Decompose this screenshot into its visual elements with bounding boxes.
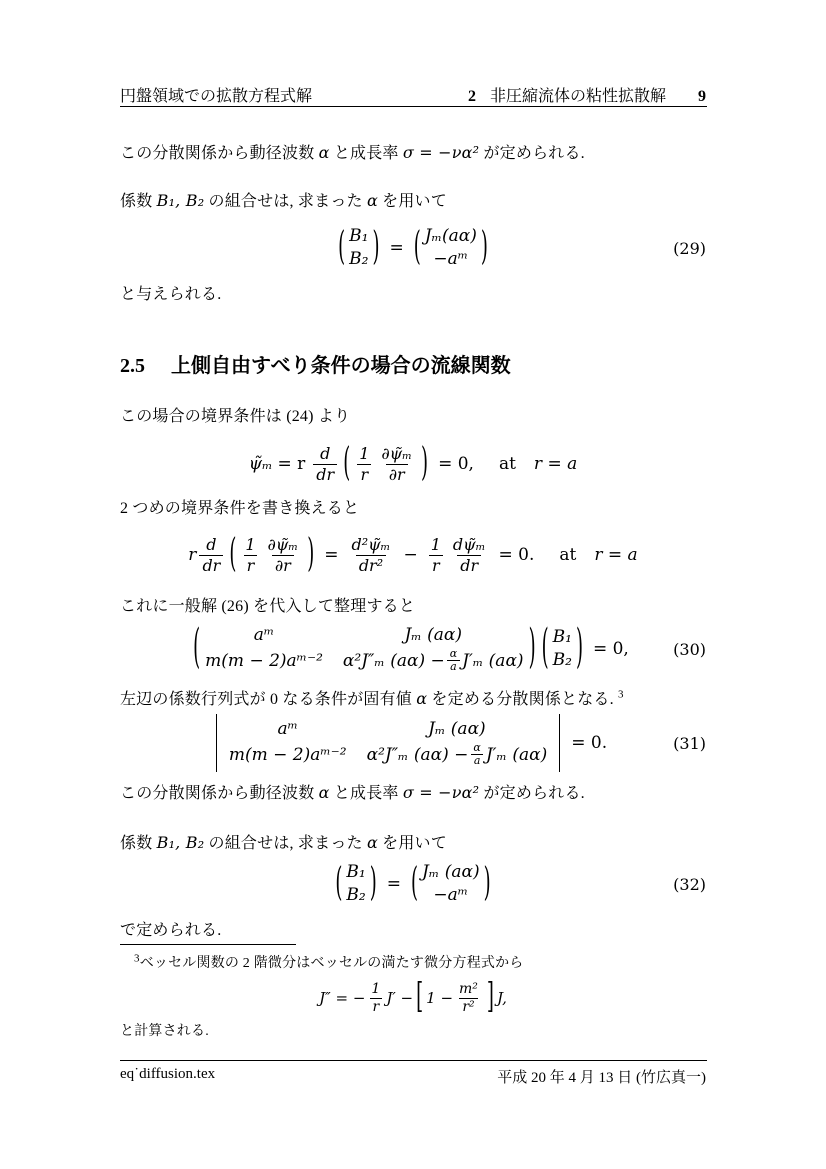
denominator: dr — [313, 464, 337, 484]
text-run: ベッセル関数の 2 階微分はベッセルの満たす微分方程式から — [139, 956, 524, 971]
numerator: 1 — [371, 980, 381, 997]
equals-sign: = — [389, 238, 404, 258]
fraction — [313, 444, 337, 483]
right-paren: ) — [483, 859, 491, 906]
math-inline: α — [416, 689, 428, 708]
denominator: a — [471, 754, 484, 767]
math-term: = 0, — [592, 639, 629, 659]
math-term: = r — [277, 454, 306, 474]
equation-29 — [120, 220, 706, 276]
header-section-title: 非圧縮流体の粘性拡散解 — [489, 88, 666, 105]
paragraph — [120, 142, 706, 164]
math-term: J′ − — [386, 989, 414, 1007]
fraction — [456, 981, 481, 1016]
right-bracket: ] — [486, 977, 494, 1017]
matrix — [205, 624, 523, 673]
vector-entry: Jₘ (aα) — [422, 862, 480, 883]
column-vector — [425, 225, 477, 271]
text-run: の組合せは, 求まった — [204, 193, 367, 210]
fraction — [199, 535, 223, 574]
math-term: = 0, — [438, 454, 474, 474]
math-inline: B₁, B₂ — [156, 191, 205, 210]
footer-rule — [120, 1060, 707, 1061]
paragraph — [120, 832, 706, 854]
math-term: α²J″ₘ (aα) − — [366, 744, 469, 765]
footnote-marker: 3 — [134, 952, 140, 965]
column-vector — [553, 626, 572, 672]
denominator: dr² — [356, 555, 386, 575]
section-title: 上側自由すべり条件の場合の流線関数 — [171, 355, 511, 377]
numerator: d²ψ̃ₘ — [351, 535, 391, 555]
denominator: r — [429, 555, 443, 575]
math-term: 1 − — [426, 989, 454, 1007]
equation-number: (29) — [673, 238, 706, 258]
fraction — [348, 535, 393, 574]
text-run: を用いて — [377, 193, 447, 210]
equation-boundary-1 — [120, 438, 706, 490]
paragraph: 2 つめの境界条件を書き換えると — [120, 500, 360, 517]
vector-entry: B₂ — [552, 650, 572, 670]
matrix — [229, 718, 547, 767]
math-inline: σ = −να² — [402, 783, 480, 802]
section-heading — [120, 349, 511, 378]
math-inline: B₁, B₂ — [156, 833, 205, 852]
left-paren: ( — [541, 620, 549, 675]
equation-30 — [120, 620, 706, 678]
text-run: この分散関係から動径波数 — [120, 145, 319, 162]
text-run: 係数 — [120, 835, 157, 852]
left-paren: ( — [413, 223, 421, 270]
fraction — [368, 981, 383, 1016]
paragraph — [120, 688, 706, 710]
right-paren: ) — [307, 530, 315, 577]
vector-entry: B₁ — [349, 226, 369, 247]
paragraph: この場合の境界条件は (24) より — [120, 408, 351, 425]
header-running-title: 円盤領域での拡散方程式解 — [120, 88, 313, 105]
left-paren: ( — [229, 530, 237, 577]
numerator: d — [320, 444, 331, 464]
numerator: 1 — [359, 444, 370, 464]
denominator: r — [370, 998, 383, 1016]
math-term: r = a — [594, 545, 638, 565]
matrix-cell: m(m − 2)aᵐ⁻² — [205, 650, 323, 671]
denominator: dr — [457, 555, 481, 575]
math-term: J′ₘ (aα) — [462, 650, 524, 671]
equation-boundary-2 — [120, 526, 706, 584]
math-term: J″ = − — [319, 989, 366, 1007]
header-right-group — [468, 83, 706, 106]
vector-entry: B₁ — [552, 627, 572, 648]
fraction — [450, 535, 489, 574]
paragraph: と与えられる. — [120, 286, 222, 303]
footnote-text — [120, 953, 706, 974]
small-fraction — [470, 742, 483, 767]
math-term: r = a — [533, 454, 578, 474]
numerator: dψ̃ₘ — [452, 535, 486, 555]
denominator: a — [447, 660, 460, 673]
math-inline: α — [318, 143, 330, 162]
text-run: 左辺の係数行列式が 0 なる条件が固有値 — [120, 691, 417, 708]
right-paren: ) — [421, 439, 429, 486]
left-paren: ( — [411, 859, 419, 906]
footer-filename: eq˙diffusion.tex — [120, 1066, 216, 1082]
matrix-cell: m(m − 2)aᵐ⁻² — [228, 744, 347, 765]
math-term: r — [188, 545, 197, 565]
equation-number: (32) — [673, 874, 706, 894]
math-inline: α — [366, 191, 378, 210]
matrix-cell: aᵐ — [253, 625, 275, 646]
at-label: at — [559, 545, 577, 565]
math-term: J′ₘ (aα) — [485, 744, 548, 765]
text-run: と成長率 — [329, 145, 403, 162]
vector-entry: B₂ — [346, 885, 366, 905]
minus-sign: − — [403, 545, 418, 565]
column-vector — [349, 225, 368, 271]
fraction — [428, 535, 444, 574]
vector-entry: Jₘ(aα) — [424, 226, 477, 247]
text-run: の組合せは, 求まった — [204, 835, 367, 852]
numerator: ∂ψ̃ₘ — [267, 535, 299, 555]
vector-entry: B₂ — [349, 249, 369, 269]
determinant — [216, 714, 560, 771]
text-run: を定める分散関係となる. — [427, 691, 614, 708]
math-term: ψ̃ₘ — [248, 454, 273, 474]
denominator: r — [244, 555, 258, 575]
fraction — [265, 535, 302, 574]
column-vector — [422, 861, 480, 907]
equation-31 — [120, 714, 706, 772]
math-term: J, — [496, 989, 507, 1007]
right-paren: ) — [528, 620, 536, 675]
numerator: d — [206, 535, 217, 555]
math-inline: α — [318, 783, 330, 802]
math-term: = 0. — [498, 545, 535, 565]
right-paren: ) — [369, 859, 377, 906]
denominator: r² — [459, 998, 477, 1016]
left-paren: ( — [338, 223, 346, 270]
text-run: 係数 — [120, 193, 157, 210]
equals-sign: = — [386, 874, 402, 894]
numerator: 1 — [245, 535, 256, 555]
footer-date-author: 平成 20 年 4 月 13 日 (竹広真一) — [497, 1070, 706, 1086]
equation-32 — [120, 856, 706, 912]
header-page-number: 9 — [698, 88, 706, 105]
text-run: が定められる. — [479, 785, 585, 802]
matrix-cell — [367, 742, 548, 767]
header-section-number: 2 — [467, 88, 476, 105]
math-inline: σ = −να² — [402, 143, 480, 162]
right-paren: ) — [575, 620, 583, 675]
small-fraction — [447, 648, 460, 673]
equation-number: (31) — [673, 733, 706, 753]
column-vector — [346, 861, 365, 907]
paragraph — [120, 190, 706, 212]
page-footer — [120, 1066, 706, 1087]
fraction — [378, 444, 415, 483]
page-header — [120, 83, 706, 106]
footnote-rule — [120, 944, 296, 945]
footnote-text-end: と計算される. — [120, 1024, 209, 1039]
matrix-cell: aᵐ — [277, 719, 298, 740]
text-run: を用いて — [377, 835, 447, 852]
header-rule — [120, 106, 707, 107]
fraction — [356, 444, 372, 483]
numerator: m² — [459, 980, 478, 997]
denominator: r — [357, 464, 371, 484]
section-number: 2.5 — [120, 355, 145, 377]
math-inline: α — [366, 833, 378, 852]
denominator: ∂r — [272, 555, 294, 575]
paragraph: これに一般解 (26) を代入して整理すると — [120, 598, 416, 615]
vector-entry: −aᵐ — [433, 249, 469, 269]
left-paren: ( — [343, 439, 351, 486]
equals-sign: = — [324, 545, 339, 565]
fraction — [242, 535, 258, 574]
left-paren: ( — [193, 620, 201, 675]
text-run: が定められる. — [479, 145, 585, 162]
right-paren: ) — [372, 223, 380, 270]
text-run: と成長率 — [329, 785, 403, 802]
matrix-cell: Jₘ (aα) — [404, 625, 462, 646]
vector-entry: −aᵐ — [433, 885, 469, 905]
left-paren: ( — [335, 859, 343, 906]
right-paren: ) — [480, 223, 488, 270]
footnote-reference: 3 — [618, 688, 624, 701]
math-term: α²J″ₘ (aα) − — [342, 650, 445, 671]
vector-entry: B₁ — [346, 862, 366, 883]
at-label: at — [498, 454, 516, 474]
denominator: ∂r — [386, 464, 408, 484]
math-term: = 0. — [571, 733, 608, 753]
paragraph: で定められる. — [120, 922, 222, 939]
text-run: この分散関係から動径波数 — [120, 785, 319, 802]
paragraph — [120, 782, 706, 804]
equation-number: (30) — [673, 639, 706, 659]
numerator: 1 — [430, 535, 441, 555]
left-bracket: [ — [416, 977, 424, 1017]
matrix-cell — [343, 648, 524, 673]
numerator: α — [473, 741, 481, 755]
matrix-cell: Jₘ (aα) — [428, 719, 486, 740]
numerator: α — [449, 647, 458, 661]
numerator: ∂ψ̃ₘ — [381, 444, 413, 464]
denominator: dr — [199, 555, 223, 575]
footnote-equation — [120, 976, 706, 1020]
